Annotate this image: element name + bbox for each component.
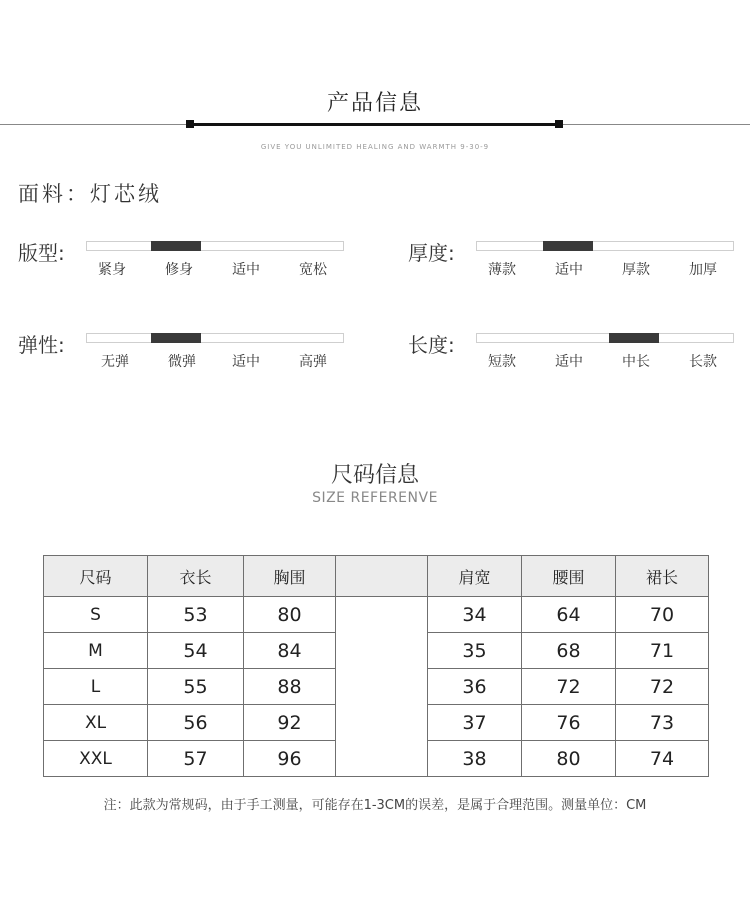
size-info-title: 尺码信息	[330, 463, 419, 488]
table-cell: 88	[244, 669, 336, 705]
table-cell: 35	[428, 633, 522, 669]
table-cell: 96	[244, 741, 336, 777]
header-cell: 腰围	[522, 556, 616, 597]
title-accent-bar	[190, 123, 560, 126]
size-info-subtitle: SIZE REFERENVE	[312, 490, 438, 506]
attr-elasticity-option: 微弹	[168, 354, 196, 370]
measurement-note: 注：此款为常规码，由于手工测量，可能存在1-3CM的误差，是属于合理范围。测量单位：CM	[103, 798, 647, 813]
attr-fit-option: 宽松	[299, 262, 327, 278]
attr-length-option: 中长	[622, 354, 650, 370]
table-cell: 76	[522, 705, 616, 741]
attr-fit-indicator	[151, 241, 201, 251]
table-cell: 80	[522, 741, 616, 777]
header-cell	[336, 556, 428, 597]
header-cell: 衣长	[148, 556, 244, 597]
attr-elasticity-indicator	[151, 333, 201, 343]
attr-thickness-option: 厚款	[622, 262, 650, 278]
table-cell: 73	[616, 705, 709, 741]
size-table-header	[44, 556, 709, 597]
attr-fit-label: 版型:	[18, 241, 65, 265]
attr-length-indicator	[609, 333, 659, 343]
table-row	[44, 705, 709, 741]
attr-thickness-option: 加厚	[689, 262, 717, 278]
table-cell: L	[44, 669, 148, 705]
table-cell: XXL	[44, 741, 148, 777]
attr-thickness-scale	[476, 241, 734, 251]
table-cell: 56	[148, 705, 244, 741]
attr-length-option: 适中	[555, 354, 583, 370]
table-cell: 72	[616, 669, 709, 705]
attr-thickness-indicator	[543, 241, 593, 251]
attr-elasticity-option: 适中	[232, 354, 260, 370]
table-cell: XL	[44, 705, 148, 741]
attr-fit-option: 修身	[165, 262, 193, 278]
header-cell: 胸围	[244, 556, 336, 597]
table-cell: 71	[616, 633, 709, 669]
header-cell: 尺码	[44, 556, 148, 597]
attr-thickness-option: 适中	[555, 262, 583, 278]
table-cell: 57	[148, 741, 244, 777]
attr-length-label: 长度:	[408, 333, 455, 357]
square-left-icon	[186, 120, 194, 128]
attr-elasticity-label: 弹性:	[18, 333, 65, 357]
table-cell	[336, 705, 428, 741]
table-cell: 64	[522, 597, 616, 633]
header-cell: 肩宽	[428, 556, 522, 597]
table-cell: M	[44, 633, 148, 669]
attr-length-option: 短款	[488, 354, 516, 370]
table-cell: 53	[148, 597, 244, 633]
attr-thickness-option: 薄款	[488, 262, 516, 278]
header-cell: 裙长	[616, 556, 709, 597]
table-row	[44, 597, 709, 633]
table-cell: 38	[428, 741, 522, 777]
table-cell	[336, 741, 428, 777]
table-cell	[336, 669, 428, 705]
header-subtitle: GIVE YOU UNLIMITED HEALING AND WARMTH 9-30-9	[260, 143, 490, 151]
table-cell	[336, 597, 428, 633]
table-cell	[336, 633, 428, 669]
attr-fit-option: 紧身	[98, 262, 126, 278]
table-row	[44, 633, 709, 669]
table-cell: 34	[428, 597, 522, 633]
table-row	[44, 669, 709, 705]
table-cell: 55	[148, 669, 244, 705]
size-table	[43, 555, 709, 777]
square-right-icon	[555, 120, 563, 128]
product-info-title: 产品信息	[326, 91, 423, 116]
table-cell: S	[44, 597, 148, 633]
attr-fit-scale	[86, 241, 344, 251]
table-cell: 37	[428, 705, 522, 741]
attr-fit-option: 适中	[232, 262, 260, 278]
table-cell: 36	[428, 669, 522, 705]
attr-length-option: 长款	[689, 354, 717, 370]
attr-elasticity-option: 高弹	[299, 354, 327, 370]
attr-thickness-label: 厚度:	[408, 241, 455, 265]
table-row	[44, 741, 709, 777]
table-cell: 68	[522, 633, 616, 669]
attr-length-scale	[476, 333, 734, 343]
attr-elasticity-option: 无弹	[101, 354, 129, 370]
table-cell: 70	[616, 597, 709, 633]
table-cell: 74	[616, 741, 709, 777]
attr-elasticity-scale	[86, 333, 344, 343]
table-cell: 84	[244, 633, 336, 669]
table-cell: 54	[148, 633, 244, 669]
table-cell: 72	[522, 669, 616, 705]
fabric-label: 面料：灯芯绒	[18, 182, 162, 206]
table-cell: 80	[244, 597, 336, 633]
table-cell: 92	[244, 705, 336, 741]
